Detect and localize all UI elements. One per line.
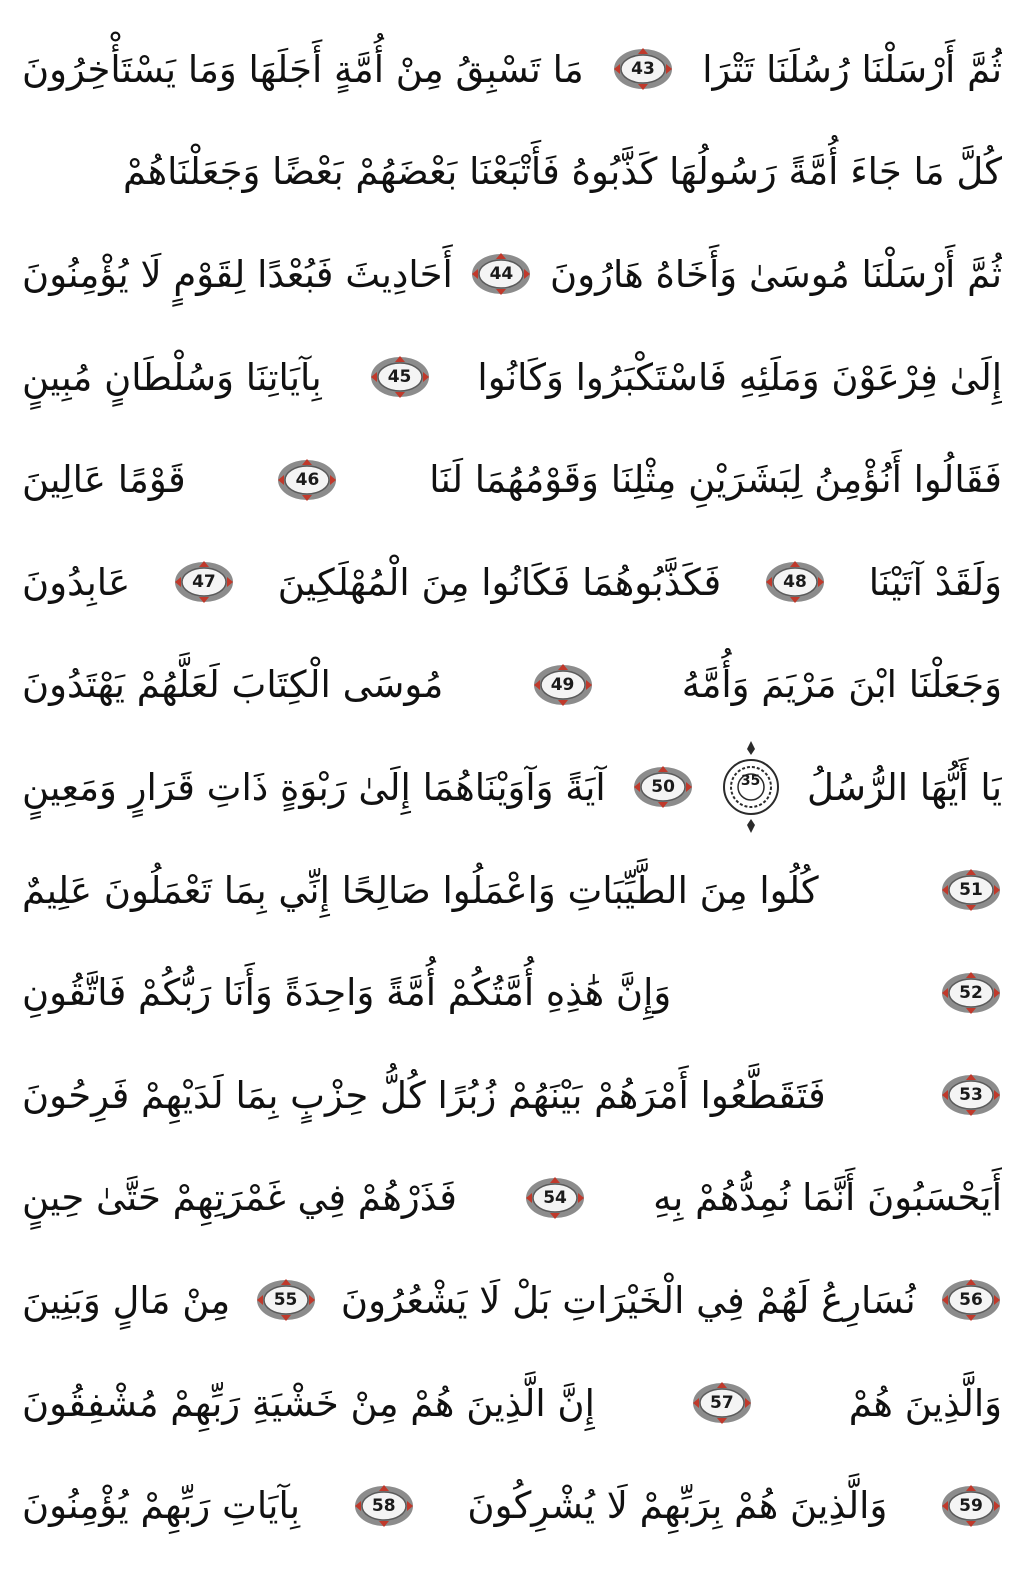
- verse-number: 50: [651, 777, 675, 798]
- verse-number-marker: [940, 1484, 1002, 1528]
- verse-number-marker: [940, 971, 1002, 1015]
- verse-number-marker: [764, 560, 826, 604]
- text-line: [22, 18, 1002, 121]
- verse-number: 52: [959, 982, 983, 1003]
- verse-text: إِنَّ الَّذِينَ هُمْ مِنْ خَشْيَةِ رَبِّهِمْ مُشْفِقُونَ: [22, 1381, 595, 1425]
- verse-number-marker: [276, 458, 338, 502]
- verse-number: 47: [192, 572, 216, 593]
- verse-text: مُوسَى الْكِتَابَ لَعَلَّهُمْ يَهْتَدُونَ: [22, 663, 444, 707]
- verse-number: 53: [959, 1085, 983, 1106]
- verse-number-marker: [353, 1484, 415, 1528]
- verse-text: وَجَعَلْنَا ابْنَ مَرْيَمَ وَأُمَّهُ: [681, 663, 1002, 707]
- text-line: [22, 326, 1002, 429]
- verse-text: ثُمَّ أَرْسَلْنَا رُسُلَنَا تَتْرَا: [702, 47, 1002, 91]
- text-line: [22, 1352, 1002, 1455]
- verse-text: ثُمَّ أَرْسَلْنَا مُوسَىٰ وَأَخَاهُ هَارُونَ: [550, 252, 1002, 296]
- verse-text: أَيَحْسَبُونَ أَنَّمَا نُمِدُّهُمْ بِهِ: [653, 1176, 1002, 1220]
- verse-text: وَإِنَّ هَٰذِهِ أُمَّتُكُمْ أُمَّةً وَاحِدَةً وَأَنَا رَبُّكُمْ فَاتَّقُونِ: [22, 971, 672, 1015]
- verse-number-marker: [255, 1278, 317, 1322]
- text-line: [22, 223, 1002, 326]
- verse-number-marker: [524, 1176, 586, 1220]
- verse-text: وَالَّذِينَ هُمْ بِرَبِّهِمْ لَا يُشْرِكُونَ: [467, 1484, 888, 1528]
- verse-text: كُلَّ مَا جَاءَ أُمَّةً رَسُولُهَا كَذَّبُوهُ فَأَتْبَعْنَا بَعْضَهُمْ بَعْضًا وَجَعَلْنَاهُمْ: [122, 150, 1002, 194]
- verse-number-marker: [532, 663, 594, 707]
- verse-text: فَتَقَطَّعُوا أَمْرَهُمْ بَيْنَهُمْ زُبُرًا كُلُّ حِزْبٍ بِمَا لَدَيْهِمْ فَرِحُونَ: [22, 1073, 826, 1117]
- verse-number: 45: [387, 367, 412, 388]
- verse-number: 48: [783, 572, 807, 593]
- verse-number-marker: [369, 355, 431, 399]
- verse-text: مَا تَسْبِقُ مِنْ أُمَّةٍ أَجَلَهَا وَمَا يَسْتَأْخِرُونَ: [22, 47, 584, 91]
- text-line: [22, 1044, 1002, 1147]
- verse-text: بِآيَاتِ رَبِّهِمْ يُؤْمِنُونَ: [22, 1484, 301, 1528]
- text-line: [22, 1454, 1002, 1557]
- verse-text: كُلُوا مِنَ الطَّيِّبَاتِ وَاعْمَلُوا صَالِحًا إِنِّي بِمَا تَعْمَلُونَ عَلِيمٌ: [22, 868, 819, 912]
- verse-text: وَلَقَدْ آتَيْنَا: [868, 560, 1002, 604]
- verse-text: قَوْمًا عَالِينَ: [22, 458, 186, 502]
- text-line: [22, 736, 1002, 839]
- verse-number-marker: [691, 1381, 753, 1425]
- verse-number-marker: [940, 1073, 1002, 1117]
- verse-text: أَحَادِيثَ فَبُعْدًا لِقَوْمٍ لَا يُؤْمِنُونَ: [22, 252, 453, 296]
- verse-number: 57: [710, 1393, 734, 1414]
- verse-number: 44: [489, 264, 514, 285]
- verse-text: فَذَرْهُمْ فِي غَمْرَتِهِمْ حَتَّىٰ حِينٍ: [22, 1176, 457, 1220]
- verse-number: 58: [371, 1495, 396, 1516]
- verse-text: آيَةً وَآوَيْنَاهُمَا إِلَىٰ رَبْوَةٍ ذَاتِ قَرَارٍ وَمَعِينٍ: [22, 765, 606, 809]
- verse-number: 54: [543, 1187, 567, 1208]
- text-line: [22, 941, 1002, 1044]
- verse-text: عَابِدُونَ: [22, 560, 131, 604]
- verse-text: وَالَّذِينَ هُمْ: [848, 1381, 1002, 1425]
- verse-number-marker: [632, 765, 694, 809]
- text-line: [22, 1147, 1002, 1250]
- verse-number-marker: [940, 1278, 1002, 1322]
- verse-number-marker: [173, 560, 235, 604]
- verse-number: 55: [273, 1290, 298, 1311]
- verse-number-marker: [612, 47, 674, 91]
- verse-number: 59: [959, 1495, 983, 1516]
- verse-text: فَكَذَّبُوهُمَا فَكَانُوا مِنَ الْمُهْلَكِينَ: [277, 560, 722, 604]
- text-line: [22, 531, 1002, 634]
- verse-number: 56: [959, 1290, 983, 1311]
- verse-text: نُسَارِعُ لَهُمْ فِي الْخَيْرَاتِ بَلْ لَا يَشْعُرُونَ: [340, 1278, 916, 1322]
- text-line: [22, 634, 1002, 737]
- verse-text: مِنْ مَالٍ وَبَنِينَ: [22, 1278, 231, 1322]
- verse-number: 51: [959, 880, 983, 901]
- verse-number-marker: [470, 252, 532, 296]
- verse-number: 43: [631, 59, 655, 80]
- text-line: [22, 121, 1002, 224]
- verse-number: 46: [295, 469, 320, 490]
- verse-text: بِآيَاتِنَا وَسُلْطَانٍ مُبِينٍ: [22, 355, 322, 399]
- text-line: [22, 428, 1002, 531]
- hizb-marker: [721, 739, 781, 835]
- text-line: [22, 839, 1002, 942]
- verse-number: 49: [550, 674, 575, 695]
- verse-text: إِلَىٰ فِرْعَوْنَ وَمَلَئِهِ فَاسْتَكْبَرُوا وَكَانُوا: [477, 355, 1002, 399]
- verse-text: فَقَالُوا أَنُؤْمِنُ لِبَشَرَيْنِ مِثْلِنَا وَقَوْمُهُمَا لَنَا: [429, 458, 1002, 502]
- verse-number-marker: [940, 868, 1002, 912]
- verse-text: يَا أَيُّهَا الرُّسُلُ: [807, 765, 1002, 809]
- text-line: [22, 1249, 1002, 1352]
- hizb-number: 35: [740, 773, 761, 790]
